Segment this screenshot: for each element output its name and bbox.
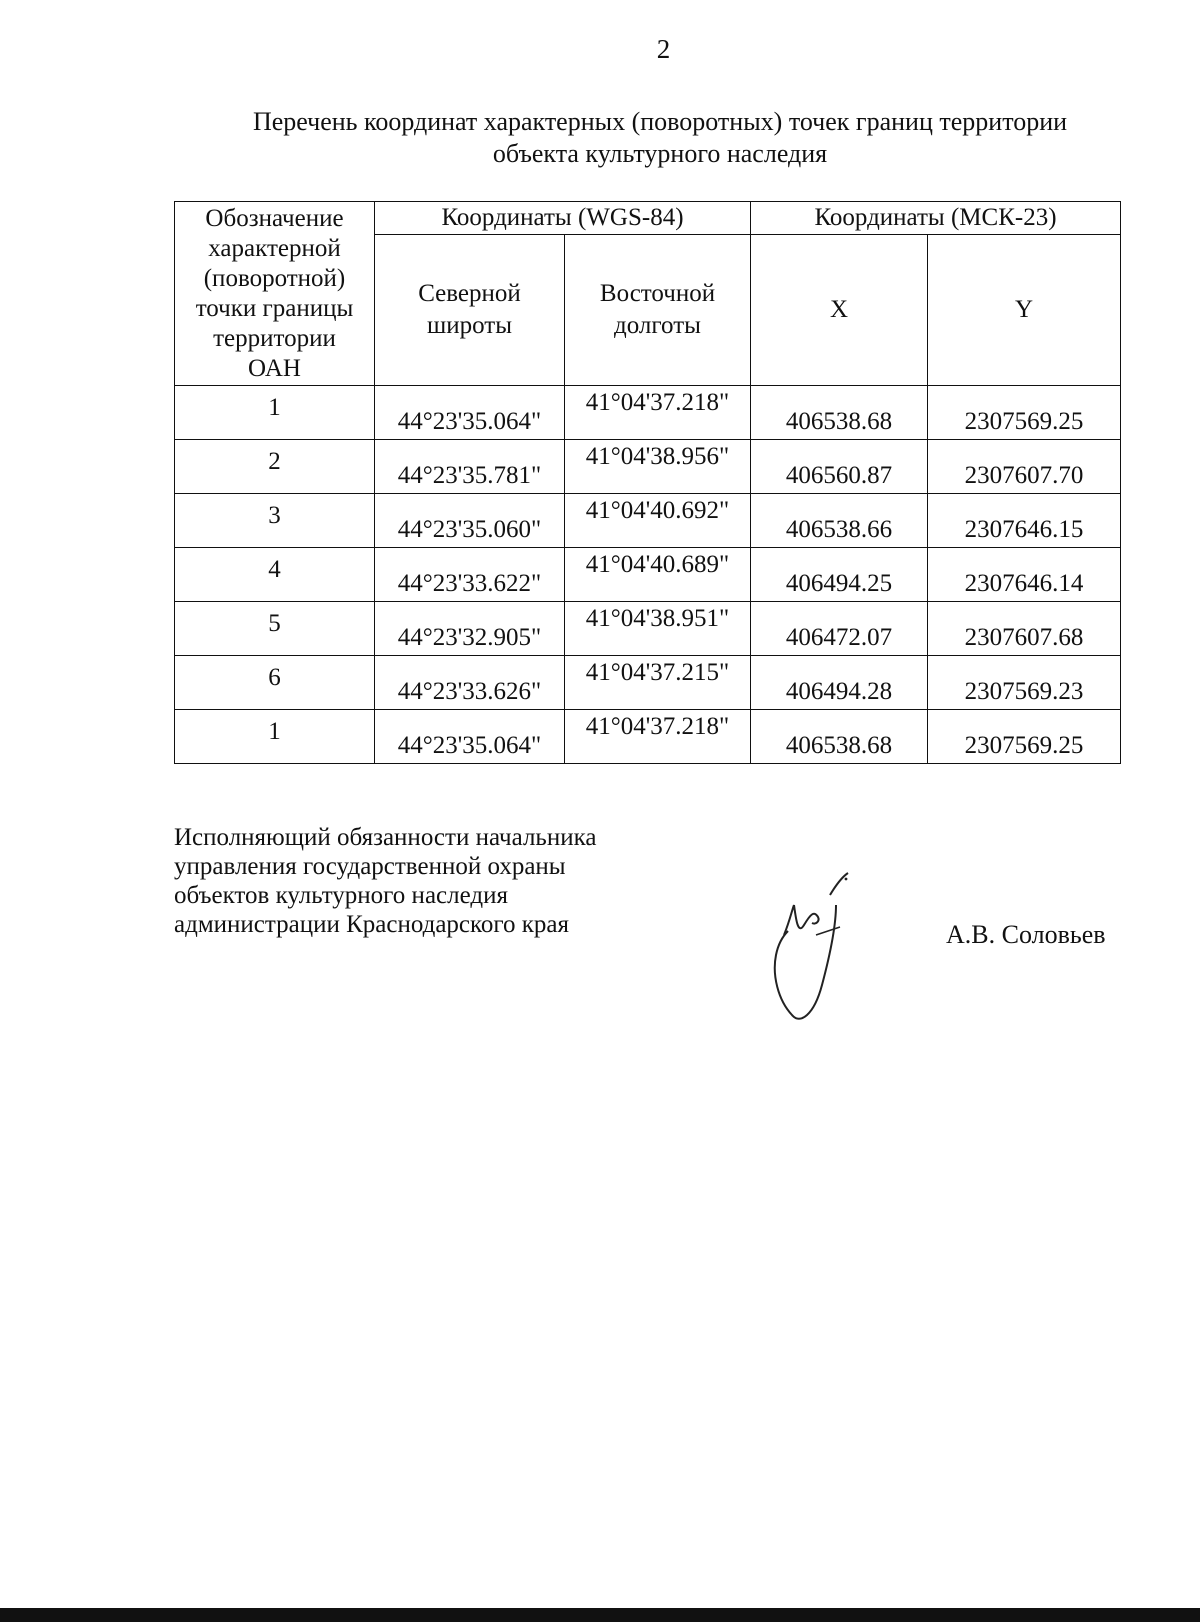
document-title: [160, 106, 1160, 170]
y-cell: 2307569.23: [928, 656, 1121, 710]
header-line: точки границы: [195, 295, 354, 322]
signer-position-line: объектов культурного наследия: [174, 882, 508, 909]
y-cell: 2307646.15: [928, 494, 1121, 548]
x-cell: 406494.28: [751, 656, 928, 710]
point-cell: 1: [175, 710, 375, 764]
table-row: [175, 548, 1121, 602]
header-line: широты: [426, 312, 513, 339]
longitude-cell: 41°04'40.692": [565, 494, 751, 548]
header-line: характерной: [208, 235, 341, 262]
point-cell: 2: [175, 440, 375, 494]
table-row: [175, 602, 1121, 656]
header-msk23: Координаты (МСК-23): [751, 202, 1121, 235]
page-number: 2: [656, 34, 671, 64]
longitude-cell: 41°04'40.689": [565, 548, 751, 602]
point-cell: 5: [175, 602, 375, 656]
coordinates-body: [175, 386, 1121, 764]
table-row: [175, 386, 1121, 440]
table-row: [175, 710, 1121, 764]
table-row: [175, 440, 1121, 494]
header-line: Северной: [418, 280, 521, 307]
x-cell: 406494.25: [751, 548, 928, 602]
header-point-designation: [175, 202, 375, 386]
signer-name: А.В. Соловьев: [946, 920, 1106, 949]
header-line: Восточной: [599, 280, 716, 307]
header-line: Обозначение: [205, 205, 344, 232]
y-cell: 2307607.70: [928, 440, 1121, 494]
latitude-cell: 44°23'35.060": [375, 494, 565, 548]
header-line: долготы: [614, 312, 701, 339]
y-cell: 2307646.14: [928, 548, 1121, 602]
latitude-cell: 44°23'33.626": [375, 656, 565, 710]
point-cell: 3: [175, 494, 375, 548]
latitude-cell: 44°23'35.781": [375, 440, 565, 494]
signer-position: [174, 823, 734, 939]
header-wgs84: Координаты (WGS-84): [375, 202, 751, 235]
header-line: (поворотной): [203, 265, 346, 292]
scan-edge-bar: [0, 1608, 1200, 1622]
longitude-cell: 41°04'37.215": [565, 656, 751, 710]
longitude-cell: 41°04'37.218": [565, 386, 751, 440]
x-cell: 406538.68: [751, 710, 928, 764]
table-row: [175, 494, 1121, 548]
handwritten-signature: [770, 865, 880, 1030]
title-line: объекта культурного наследия: [492, 139, 828, 168]
x-cell: 406538.68: [751, 386, 928, 440]
y-cell: 2307607.68: [928, 602, 1121, 656]
point-cell: 1: [175, 386, 375, 440]
y-cell: 2307569.25: [928, 386, 1121, 440]
y-cell: 2307569.25: [928, 710, 1121, 764]
latitude-cell: 44°23'35.064": [375, 386, 565, 440]
longitude-cell: 41°04'37.218": [565, 710, 751, 764]
header-line: территории: [213, 325, 336, 352]
table-row: [175, 656, 1121, 710]
header-latitude: [375, 235, 565, 386]
header-y: Y: [928, 235, 1121, 386]
signer-position-line: управления государственной охраны: [174, 853, 566, 880]
x-cell: 406472.07: [751, 602, 928, 656]
latitude-cell: 44°23'35.064": [375, 710, 565, 764]
latitude-cell: 44°23'33.622": [375, 548, 565, 602]
coordinates-table: [174, 201, 1121, 764]
signer-position-line: Исполняющий обязанности начальника: [174, 824, 597, 851]
x-cell: 406538.66: [751, 494, 928, 548]
longitude-cell: 41°04'38.956": [565, 440, 751, 494]
header-longitude: [565, 235, 751, 386]
longitude-cell: 41°04'38.951": [565, 602, 751, 656]
latitude-cell: 44°23'32.905": [375, 602, 565, 656]
x-cell: 406560.87: [751, 440, 928, 494]
point-cell: 4: [175, 548, 375, 602]
header-x: X: [751, 235, 928, 386]
header-line: ОАН: [248, 355, 301, 382]
point-cell: 6: [175, 656, 375, 710]
title-line: Перечень координат характерных (поворотных) точек границ территории: [252, 107, 1068, 136]
signer-position-line: администрации Краснодарского края: [174, 911, 570, 938]
